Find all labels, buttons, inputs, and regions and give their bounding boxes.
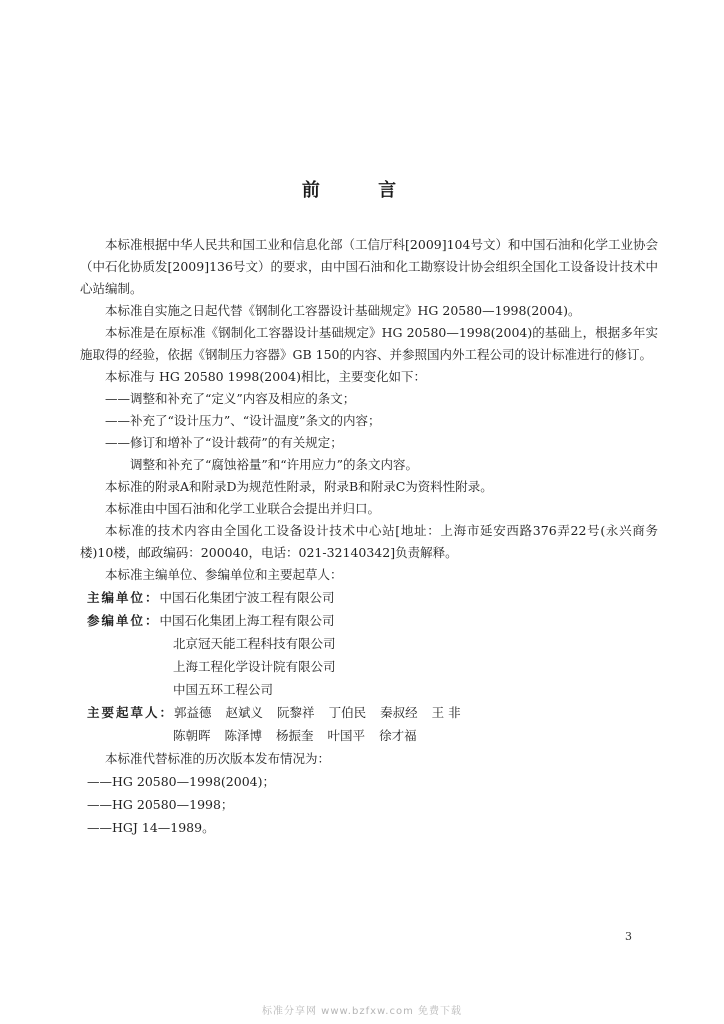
drafters-row [80,701,658,724]
chief-unit-label: 主编单位： [87,590,160,605]
paragraph-basis: 本标准根据中华人民共和国工业和信息化部（工信厅科[2009]104号文）和中国石油和化学工业协会（中石化协质发[2009]136号文）的要求，由中国石油和化工勘察设计协会组织全国化工设备设计技术中心站编制。 [80,237,658,296]
history-item: ——HGJ 14—1989。 [87,820,215,835]
paragraph-revision: 本标准是在原标准《钢制化工容器设计基础规定》HG 20580—1998(2004)的基础上，根据多年实施取得的经验，依据《钢制压力容器》GB 150的内容、并参照国内外工程公司的设计标准进行的修订。 [80,325,658,362]
paragraph-interpretation: 本标准的技术内容由全国化工设备设计技术中心站[地址：上海市延安西路376弄22号(永兴商务楼)10楼，邮政编码：200040，电话：021-32140342]负责解释。 [80,523,658,560]
drafter-name: 郭益德 [174,705,212,720]
change-item: ——修订和增补了“设计载荷”的有关规定； [105,435,343,450]
site-watermark: 标准分享网 www.bzfxw.com 免费下载 [262,1006,462,1017]
drafter-name: 丁伯民 [328,705,367,720]
drafter-name: 叶国平 [327,728,366,743]
co-unit-label: 参编单位： [87,613,160,628]
change-item: 调整和补充了“腐蚀裕量”和“许用应力”的条文内容。 [130,457,419,472]
drafter-name: 阮黎祥 [277,705,315,720]
paragraph-proposer: 本标准由中国石油和化学工业联合会提出并归口。 [105,501,381,516]
drafter-name: 王 非 [431,705,461,720]
drafter-name: 赵斌义 [225,705,264,720]
drafter-name: 杨振奎 [276,728,314,743]
drafter-name: 陈泽博 [224,728,263,743]
paragraph-replaces: 本标准自实施之日起代替《钢制化工容器设计基础规定》HG 20580—1998(2004)。 [105,303,581,318]
paragraph-editors-intro: 本标准主编单位、参编单位和主要起草人： [105,567,343,582]
drafter-name: 陈朝晖 [173,728,211,743]
chief-unit-row [80,586,658,609]
drafter-name: 秦叔经 [380,705,418,720]
foreword-body [80,234,658,839]
page-title: 前 言 [301,180,423,201]
page-number: 3 [625,930,632,943]
paragraph-changes-intro: 本标准与 HG 20580 1998(2004)相比，主要变化如下： [105,369,426,384]
co-unit-name: 中国五环工程公司 [173,682,274,697]
drafters-row [80,724,658,747]
chief-unit-name: 中国石化集团宁波工程有限公司 [159,590,335,605]
history-item: ——HG 20580—1998； [87,797,234,812]
co-unit-row [80,609,658,632]
paragraph-appendices: 本标准的附录A和附录D为规范性附录，附录B和附录C为资料性附录。 [105,479,493,494]
drafter-name: 徐才福 [379,728,417,743]
change-item: ——调整和补充了“定义”内容及相应的条文； [105,391,356,406]
co-unit-name: 北京冠天能工程科技有限公司 [173,636,336,651]
co-unit-name: 上海工程化学设计院有限公司 [173,659,336,674]
paragraph-history-intro: 本标准代替标准的历次版本发布情况为： [105,751,331,766]
co-unit-name: 中国石化集团上海工程有限公司 [159,613,335,628]
history-item: ——HG 20580—1998(2004)； [87,774,276,789]
drafters-label: 主要起草人： [87,705,175,720]
change-item: ——补充了“设计压力”、“设计温度”条文的内容； [105,413,381,428]
